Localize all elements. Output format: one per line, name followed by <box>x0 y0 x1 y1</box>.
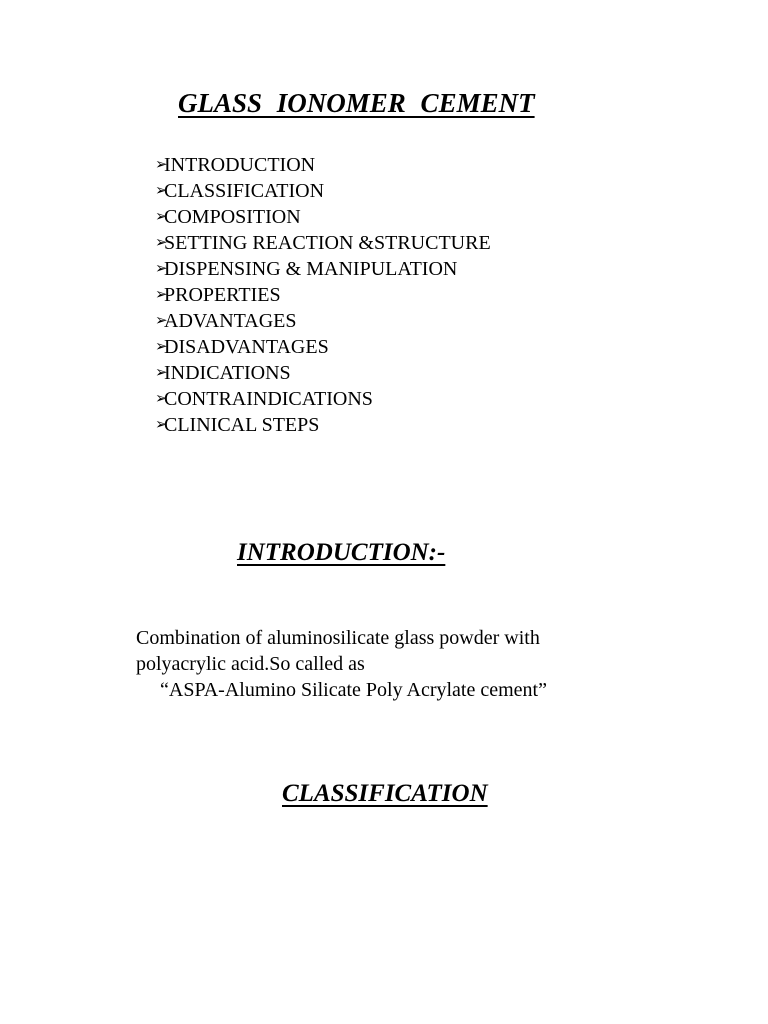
toc-item-label: INDICATIONS <box>164 362 291 384</box>
arrow-bullet-icon: ➢ <box>155 391 168 407</box>
toc-item-label: INTRODUCTION <box>164 154 316 176</box>
toc-item-label: ADVANTAGES <box>164 310 297 332</box>
toc-item-label: DISPENSING & MANIPULATION <box>164 258 458 280</box>
classification-heading: CLASSIFICATION <box>282 780 488 807</box>
toc-item-label: CLASSIFICATION <box>164 180 325 202</box>
toc-item <box>155 178 491 204</box>
toc-item <box>155 308 491 334</box>
toc-item <box>155 256 491 282</box>
toc-item <box>155 360 491 386</box>
introduction-paragraph <box>136 625 547 703</box>
arrow-bullet-icon: ➢ <box>155 365 168 381</box>
toc-item <box>155 204 491 230</box>
toc-item <box>155 386 491 412</box>
toc-item <box>155 152 491 178</box>
introduction-line: polyacrylic acid.So called as <box>136 653 365 675</box>
arrow-bullet-icon: ➢ <box>155 183 168 199</box>
arrow-bullet-icon: ➢ <box>155 417 168 433</box>
document-title: GLASS IONOMER CEMENT <box>178 88 535 118</box>
toc-item-label: PROPERTIES <box>164 284 281 306</box>
toc-item <box>155 230 491 256</box>
introduction-line: Combination of aluminosilicate glass powder with <box>136 627 540 649</box>
arrow-bullet-icon: ➢ <box>155 339 168 355</box>
toc-item-label: CONTRAINDICATIONS <box>164 388 373 410</box>
toc-item-label: CLINICAL STEPS <box>164 414 320 436</box>
arrow-bullet-icon: ➢ <box>155 235 168 251</box>
toc-item-label: SETTING REACTION &STRUCTURE <box>164 232 491 254</box>
arrow-bullet-icon: ➢ <box>155 287 168 303</box>
toc-item-label: DISADVANTAGES <box>164 336 329 358</box>
toc-item <box>155 334 491 360</box>
toc-item-label: COMPOSITION <box>164 206 301 228</box>
table-of-contents <box>155 152 491 438</box>
toc-item <box>155 412 491 438</box>
arrow-bullet-icon: ➢ <box>155 261 168 277</box>
arrow-bullet-icon: ➢ <box>155 209 168 225</box>
introduction-quote-line: “ASPA-Alumino Silicate Poly Acrylate cement” <box>160 679 547 701</box>
toc-item <box>155 282 491 308</box>
introduction-heading: INTRODUCTION:- <box>237 539 446 566</box>
arrow-bullet-icon: ➢ <box>155 313 168 329</box>
arrow-bullet-icon: ➢ <box>155 157 168 173</box>
